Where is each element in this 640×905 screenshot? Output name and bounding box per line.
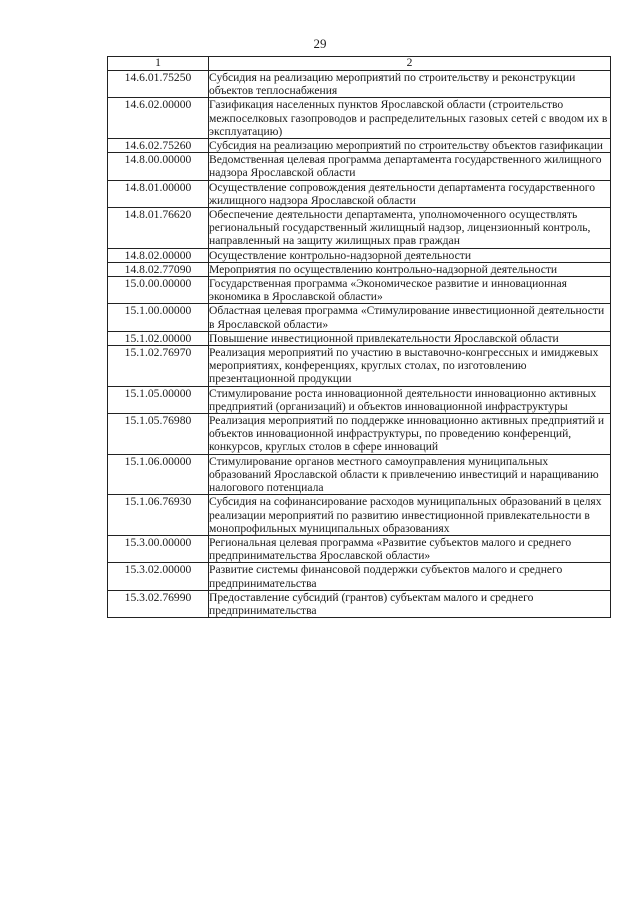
row-name: Реализация мероприятий по поддержке инновационно активных предприятий и объектов инновационной инфраструктуры, по проведению конференций, конкурсов, круглых столов в сфере инноваций — [209, 414, 611, 455]
table-row — [108, 71, 611, 98]
table-row — [108, 331, 611, 345]
row-code: 14.8.01.76620 — [108, 208, 209, 249]
row-code: 15.1.00.00000 — [108, 304, 209, 331]
row-name: Стимулирование органов местного самоуправления муниципальных образований Ярославской области к привлечению инвестиций и наращиванию налогового потенциала — [209, 454, 611, 495]
row-name: Обеспечение деятельности департамента, уполномоченного осуществлять региональный государственный жилищный надзор, лицензионный контроль, направленный на защиту жилищных прав граждан — [209, 208, 611, 249]
table-row — [108, 563, 611, 590]
table-row — [108, 153, 611, 180]
row-name: Предоставление субсидий (грантов) субъектам малого и среднего предпринимательства — [209, 590, 611, 617]
row-name: Повышение инвестиционной привлекательности Ярославской области — [209, 331, 611, 345]
row-name: Осуществление контрольно-надзорной деятельности — [209, 248, 611, 262]
row-name: Региональная целевая программа «Развитие субъектов малого и среднего предпринимательства Ярославской области» — [209, 535, 611, 562]
row-code: 14.8.02.00000 — [108, 248, 209, 262]
row-name: Ведомственная целевая программа департамента государственного жилищного надзора Ярославской области — [209, 153, 611, 180]
table-row — [108, 139, 611, 153]
row-code: 14.8.01.00000 — [108, 180, 209, 207]
table-row — [108, 98, 611, 139]
row-code: 15.1.02.00000 — [108, 331, 209, 345]
row-code: 15.1.05.00000 — [108, 386, 209, 413]
row-code: 15.3.02.00000 — [108, 563, 209, 590]
table-row — [108, 414, 611, 455]
row-code: 14.6.01.75250 — [108, 71, 209, 98]
row-code: 14.8.00.00000 — [108, 153, 209, 180]
row-code: 15.3.02.76990 — [108, 590, 209, 617]
table-row — [108, 535, 611, 562]
row-name: Областная целевая программа «Стимулирование инвестиционной деятельности в Ярославской области» — [209, 304, 611, 331]
table-header-row — [108, 57, 611, 71]
row-code: 14.6.02.75260 — [108, 139, 209, 153]
row-code: 15.3.00.00000 — [108, 535, 209, 562]
row-name: Газификация населенных пунктов Ярославской области (строительство межпоселковых газопроводов и распределительных газовых сетей с вводом их в эксплуатацию) — [209, 98, 611, 139]
row-name: Субсидия на софинансирование расходов муниципальных образований в целях реализации мероприятий по развитию инвестиционной привлекательности в монопрофильных муниципальных образованиях — [209, 495, 611, 536]
table-row — [108, 590, 611, 617]
row-name: Субсидия на реализацию мероприятий по строительству объектов газификации — [209, 139, 611, 153]
row-name: Осуществление сопровождения деятельности департамента государственного жилищного надзора Ярославской области — [209, 180, 611, 207]
table-row — [108, 495, 611, 536]
table-row — [108, 277, 611, 304]
row-code: 14.8.02.77090 — [108, 262, 209, 276]
table-row — [108, 304, 611, 331]
budget-classification-table — [107, 56, 611, 618]
table-row — [108, 248, 611, 262]
row-name: Государственная программа «Экономическое развитие и инновационная экономика в Ярославской области» — [209, 277, 611, 304]
row-code: 15.1.06.00000 — [108, 454, 209, 495]
table-row — [108, 262, 611, 276]
row-name: Стимулирование роста инновационной деятельности инновационно активных предприятий (организаций) и объектов инновационной инфраструктуры — [209, 386, 611, 413]
row-code: 14.6.02.00000 — [108, 98, 209, 139]
column-header-name: 2 — [209, 57, 611, 71]
row-name: Реализация мероприятий по участию в выставочно-конгрессных и имиджевых мероприятиях, конференциях, круглых столах, по изготовлению презентационной продукции — [209, 346, 611, 387]
page-number: 29 — [313, 36, 327, 51]
row-code: 15.0.00.00000 — [108, 277, 209, 304]
row-name: Мероприятия по осуществлению контрольно-надзорной деятельности — [209, 262, 611, 276]
row-code: 15.1.02.76970 — [108, 346, 209, 387]
table-row — [108, 454, 611, 495]
row-name: Субсидия на реализацию мероприятий по строительству и реконструкции объектов теплоснабжения — [209, 71, 611, 98]
row-code: 15.1.06.76930 — [108, 495, 209, 536]
column-header-code: 1 — [108, 57, 209, 71]
table-row — [108, 346, 611, 387]
table-row — [108, 180, 611, 207]
table-row — [108, 208, 611, 249]
table-row — [108, 386, 611, 413]
row-name: Развитие системы финансовой поддержки субъектов малого и среднего предпринимательства — [209, 563, 611, 590]
row-code: 15.1.05.76980 — [108, 414, 209, 455]
